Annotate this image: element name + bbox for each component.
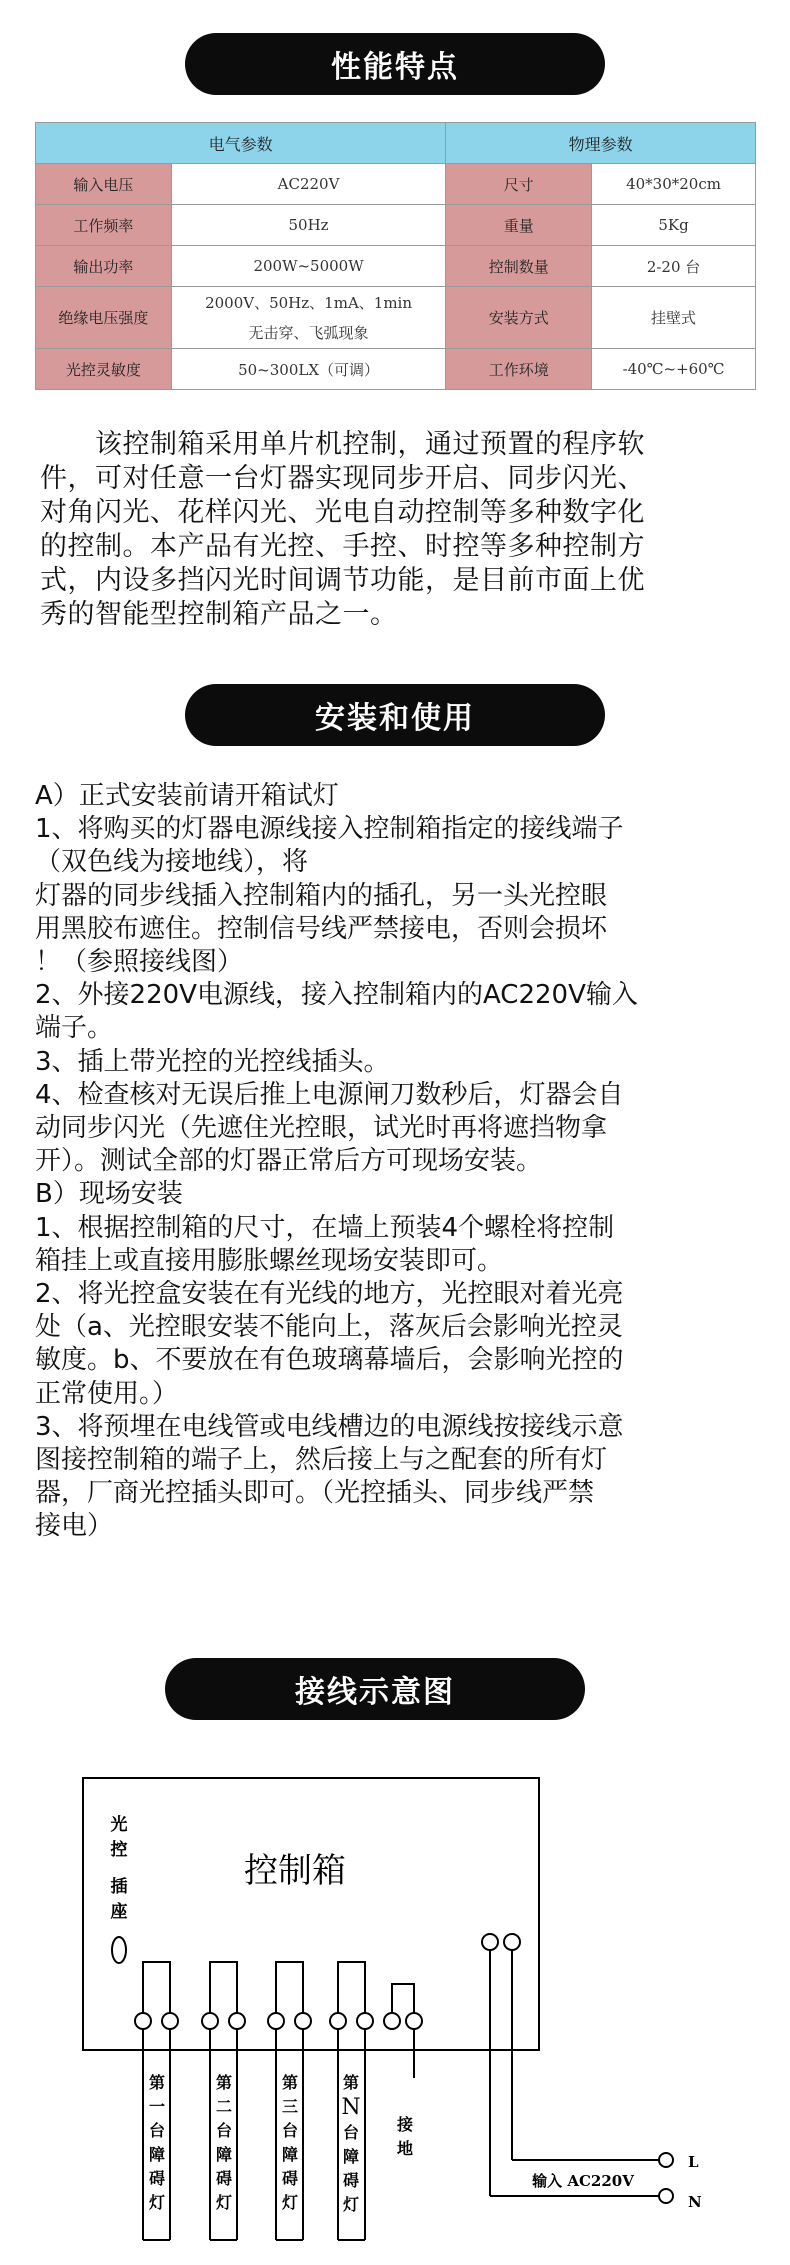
description-line: 该控制箱采用单片机控制，通过预置的程序软 [40, 429, 645, 460]
ground-label-char: 接 [396, 2115, 414, 2134]
description-paragraph [40, 428, 745, 632]
instruction-line: 1、将购买的灯器电源线接入控制箱指定的接线端子 [35, 814, 624, 845]
spec-table [35, 122, 756, 390]
instruction-line: 箱挂上或直接用膨胀螺丝现场安装即可。 [35, 1245, 504, 1276]
row-label: 工作环境 [446, 349, 592, 390]
row-value: 50~300LX（可调） [171, 349, 446, 390]
lamp3-label-char: 三 [281, 2097, 299, 2116]
instruction-line: 用黑胶布遮住。控制信号线严禁接电，否则会损坏 [35, 913, 608, 944]
description-line: 秀的智能型控制箱产品之一。 [40, 599, 398, 630]
description-line: 对角闪光、花样闪光、光电自动控制等多种数字化 [40, 497, 645, 528]
table-row [36, 246, 756, 287]
control-box [83, 1778, 539, 2050]
table-row [36, 287, 756, 349]
section-title-install: 安装和使用 [185, 684, 605, 746]
lamp-n-label-char: 灯 [342, 2195, 360, 2214]
row-value: AC220V [171, 164, 446, 205]
instruction-line: 2、将光控盒安装在有光线的地方，光控眼对着光亮 [35, 1279, 624, 1310]
lamp2-label-char: 第 [215, 2073, 233, 2092]
row-label: 重量 [446, 205, 592, 246]
instruction-line: 敏度。b、不要放在有色玻璃幕墙后，会影响光控的 [35, 1345, 624, 1376]
lamp-n-label-char: N [341, 2095, 361, 2120]
ac-input-label: 输入 AC220V [532, 2172, 634, 2190]
control-box-title: 控制箱 [244, 1851, 346, 1891]
instruction-line: 处（a、光控眼安装不能向上，落灰后会影响光控灵 [35, 1312, 623, 1343]
install-instructions [35, 780, 755, 1544]
instruction-line: 3、插上带光控的光控线插头。 [35, 1046, 390, 1077]
terminal-l-label: L [688, 2153, 699, 2171]
lamp-n-label-char: 第 [342, 2073, 360, 2092]
lamp1-label-char: 碍 [148, 2169, 166, 2188]
lamp2-label-char: 碍 [215, 2169, 233, 2188]
instruction-line: 1、根据控制箱的尺寸，在墙上预装4个螺栓将控制 [35, 1212, 615, 1243]
instruction-line: 灯器的同步线插入控制箱内的插孔，另一头光控眼 [35, 880, 608, 911]
row-value: 2-20 台 [592, 246, 756, 287]
lamp1-label-char: 台 [148, 2121, 166, 2140]
lamp1-label-char: 灯 [148, 2193, 166, 2212]
row-value: 200W~5000W [171, 246, 446, 287]
row-value: 50Hz [171, 205, 446, 246]
instruction-line: 接电） [35, 1511, 114, 1542]
instruction-line: ！（参照接线图） [35, 947, 244, 978]
header-electrical: 电气参数 [36, 123, 446, 164]
row-value: -40℃~+60℃ [592, 349, 756, 390]
row-label: 光控灵敏度 [36, 349, 172, 390]
socket-label-char: 光 [110, 1815, 128, 1835]
socket-port [112, 1937, 126, 1963]
instruction-line: B）现场安装 [35, 1179, 183, 1210]
instruction-line: 正常使用。） [35, 1378, 179, 1409]
instruction-line: A）正式安装前请开箱试灯 [35, 781, 339, 811]
section-title-features: 性能特点 [185, 33, 605, 95]
instruction-line: 2、外接220V电源线，接入控制箱内的AC220V输入 [35, 980, 638, 1011]
lamp2-label-char: 障 [215, 2145, 233, 2164]
section-title-wiring: 接线示意图 [165, 1658, 585, 1720]
instruction-line: 动同步闪光（先遮住光控眼，试光时再将遮挡物拿 [35, 1113, 608, 1144]
table-row [36, 349, 756, 390]
header-physical: 物理参数 [446, 123, 756, 164]
lamp1-label-char: 第 [148, 2073, 166, 2092]
instruction-line: 开）。测试全部的灯器正常后方可现场安装。 [35, 1146, 543, 1177]
lamp3-label-char: 灯 [281, 2193, 299, 2212]
ground-label-char: 地 [396, 2139, 414, 2158]
lamp-n-label-char: 障 [342, 2147, 360, 2166]
ground-connection [384, 1984, 422, 2078]
row-value [171, 287, 446, 349]
instruction-line: 图接控制箱的端子上，然后接上与之配套的所有灯 [35, 1445, 608, 1476]
lamp3-label-char: 碍 [281, 2169, 299, 2188]
row-label: 控制数量 [446, 246, 592, 287]
lamp3-label-char: 障 [281, 2145, 299, 2164]
wiring-diagram [0, 1760, 790, 2265]
instruction-line: 端子。 [35, 1013, 114, 1044]
ac-input-connection [482, 1934, 673, 2203]
socket-label-char: 控 [110, 1840, 128, 1860]
table-row [36, 164, 756, 205]
description-line: 件，可对任意一台灯器实现同步开启、同步闪光、 [40, 463, 645, 494]
description-line: 的控制。本产品有光控、手控、时控等多种控制方 [40, 531, 645, 562]
lamp1-label-char: 障 [148, 2145, 166, 2164]
row-label: 尺寸 [446, 164, 592, 205]
row-value: 5Kg [592, 205, 756, 246]
table-row [36, 205, 756, 246]
description-line: 式，内设多挡闪光时间调节功能，是目前市面上优 [40, 565, 645, 596]
row-value-line: 无击穿、飞弧现象 [248, 323, 369, 342]
lamp3-label-char: 第 [281, 2073, 299, 2092]
instruction-line: 3、将预埋在电线管或电线槽边的电源线按接线示意 [35, 1411, 624, 1442]
lamp-n-label-char: 碍 [342, 2171, 360, 2190]
row-label: 工作频率 [36, 205, 172, 246]
socket-label-char: 座 [110, 1902, 128, 1922]
instruction-line: （双色线为接地线），将 [35, 847, 309, 878]
row-value: 40*30*20cm [592, 164, 756, 205]
instruction-line: 4、检查核对无误后推上电源闸刀数秒后，灯器会自 [35, 1079, 624, 1110]
lamp2-label-char: 台 [215, 2121, 233, 2140]
lamp-n-label-char: 台 [342, 2123, 360, 2142]
socket-label-char: 插 [110, 1877, 128, 1897]
row-label: 安装方式 [446, 287, 592, 349]
row-value-line: 2000V、50Hz、1mA、1min [205, 293, 412, 312]
row-label: 输入电压 [36, 164, 172, 205]
row-label: 输出功率 [36, 246, 172, 287]
lamp3-label-char: 台 [281, 2121, 299, 2140]
lamp1-label-char: 一 [148, 2097, 166, 2116]
terminal-n-label: N [688, 2193, 702, 2211]
lamp2-label-char: 二 [215, 2097, 233, 2116]
instruction-line: 器，厂商光控插头即可。（光控插头、同步线严禁 [35, 1478, 595, 1509]
lamp2-label-char: 灯 [215, 2193, 233, 2212]
row-label: 绝缘电压强度 [36, 287, 172, 349]
row-value: 挂壁式 [592, 287, 756, 349]
